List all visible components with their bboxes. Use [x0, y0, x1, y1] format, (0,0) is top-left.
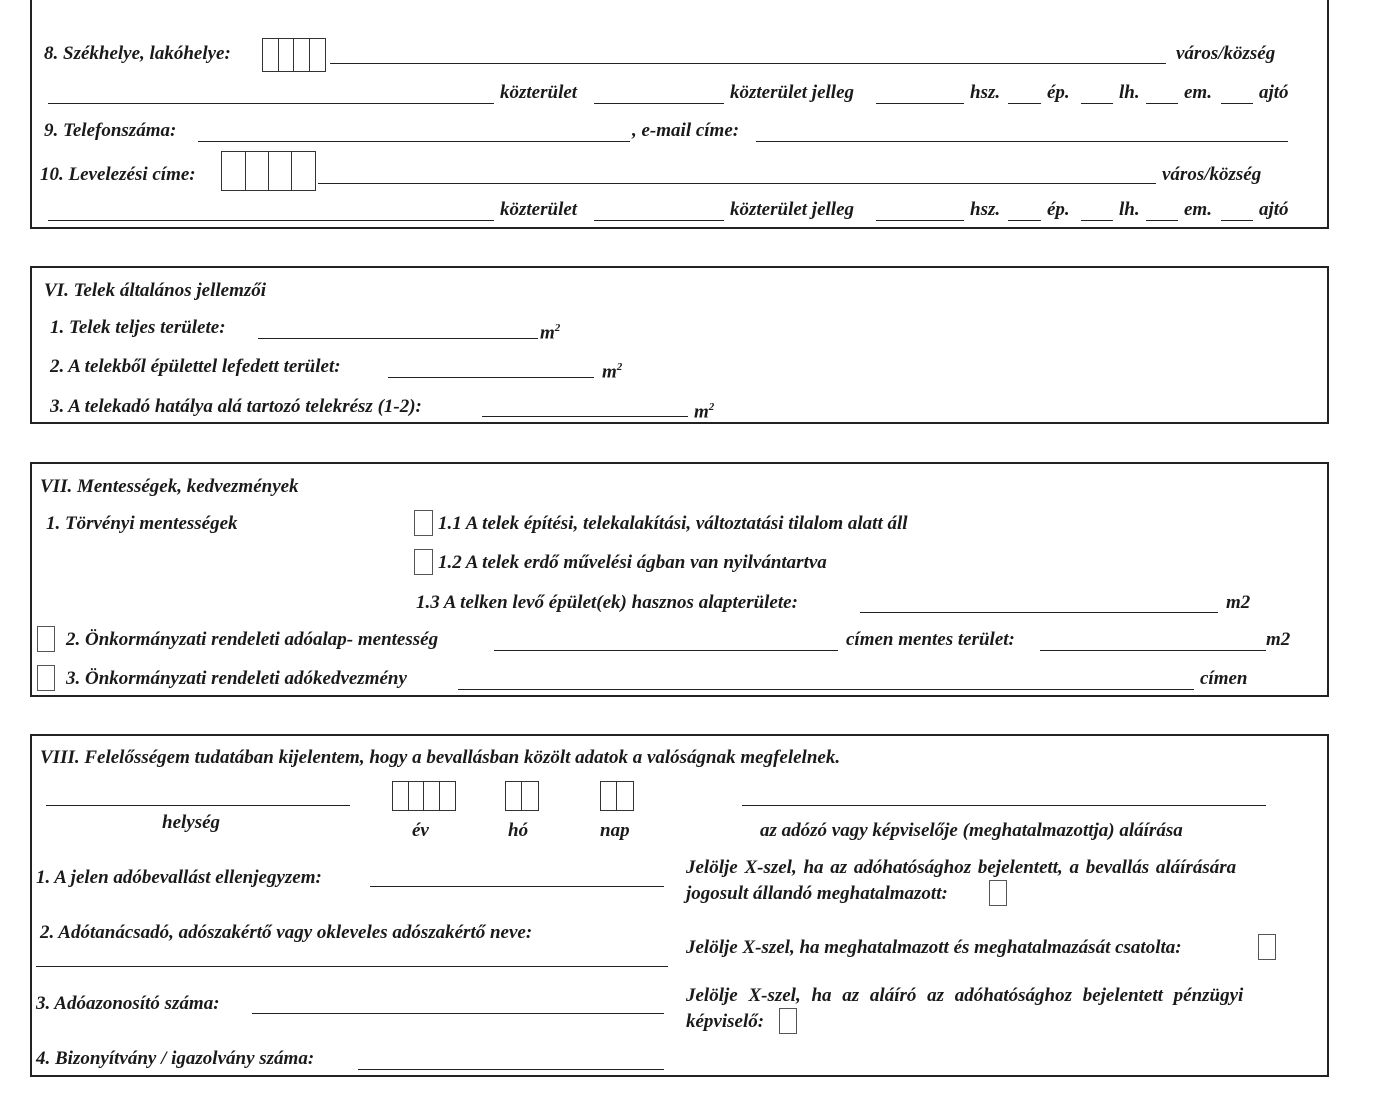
declaration-title: VIII. Felelősségem tudatában kijelentem, hogy a bevallásban közölt adatok a valóságnak megfelelnek.	[40, 747, 841, 768]
plot-total-area-line[interactable]	[258, 338, 538, 339]
phone-line[interactable]	[198, 141, 630, 142]
plot-covered-area-line[interactable]	[388, 377, 594, 378]
mailing-em-label: em.	[1184, 199, 1212, 220]
email-label: , e-mail címe:	[632, 120, 740, 141]
exemptions-section-title: VII. Mentességek, kedvezmények	[40, 476, 299, 497]
plot-taxable-area-unit: $m^2$	[694, 401, 715, 423]
seat-ep-label: ép.	[1047, 82, 1070, 103]
email-line[interactable]	[756, 141, 1288, 142]
mailing-lh-line[interactable]	[1081, 220, 1113, 221]
financial-rep-note-line1: Jelölje X-szel, ha az aláíró az adóhatósághoz bejelentett pénzügyi	[686, 985, 1244, 1006]
seat-ep-line[interactable]	[1008, 103, 1041, 104]
mailing-kozterulet-jelleg-label: közterület jelleg	[730, 199, 855, 220]
countersign-label: 1. A jelen adóbevallást ellenjegyzem:	[36, 867, 322, 888]
seat-ajto-line[interactable]	[1221, 103, 1253, 104]
mailing-kozterulet-type-line[interactable]	[594, 220, 724, 221]
mailing-street-line[interactable]	[48, 220, 494, 221]
local-tax-allowance-end: címen	[1200, 668, 1248, 689]
building-ban-label: 1.1 A telek építési, telekalakítási, változtatási tilalom alatt áll	[438, 513, 908, 534]
financial-rep-note-line2: képviselő:	[686, 1011, 765, 1032]
certificate-number-line[interactable]	[358, 1069, 664, 1070]
declaration-section	[30, 734, 1329, 1077]
seat-street-line[interactable]	[48, 103, 494, 104]
advisor-name-line[interactable]	[36, 966, 668, 967]
day-label: nap	[600, 820, 630, 841]
mailing-ajto-label: ajtó	[1259, 199, 1289, 220]
tax-id-line[interactable]	[252, 1013, 664, 1014]
mailing-city-line[interactable]	[318, 183, 1156, 184]
permanent-proxy-note-line2: jogosult állandó meghatalmazott:	[686, 883, 948, 904]
seat-kozterulet-type-line[interactable]	[594, 103, 724, 104]
place-line[interactable]	[46, 805, 350, 806]
plot-taxable-area-line[interactable]	[482, 416, 688, 417]
mailing-em-line[interactable]	[1146, 220, 1178, 221]
tax-id-label: 3. Adóazonosító száma:	[36, 993, 220, 1014]
seat-hsz-line[interactable]	[876, 103, 964, 104]
seat-em-line[interactable]	[1146, 103, 1178, 104]
seat-label: 8. Székhelye, lakóhelye:	[44, 43, 231, 64]
building-area-line[interactable]	[860, 612, 1218, 613]
local-base-exemption-line[interactable]	[494, 650, 838, 651]
certificate-number-label: 4. Bizonyítvány / igazolvány száma:	[36, 1048, 315, 1069]
countersign-line[interactable]	[370, 886, 664, 887]
seat-ajto-label: ajtó	[1259, 82, 1289, 103]
signature-label: az adózó vagy képviselője (meghatalmazottja) aláírása	[760, 820, 1183, 841]
seat-city-line[interactable]	[330, 63, 1166, 64]
building-area-label: 1.3 A telken levő épület(ek) hasznos alapterülete:	[416, 592, 798, 613]
seat-zip-cells[interactable]	[262, 38, 326, 72]
seat-lh-label: lh.	[1119, 82, 1140, 103]
seat-em-label: em.	[1184, 82, 1212, 103]
mailing-ajto-line[interactable]	[1221, 220, 1253, 221]
plot-covered-area-label: 2. A telekből épülettel lefedett terület:	[50, 356, 341, 377]
permanent-proxy-note-line1: Jelölje X-szel, ha az adóhatósághoz bejelentett, a bevallás aláírására	[686, 857, 1237, 878]
seat-kozterulet-label: közterület	[500, 82, 578, 103]
month-cells[interactable]	[505, 781, 539, 811]
seat-kozterulet-jelleg-label: közterület jelleg	[730, 82, 855, 103]
local-tax-allowance-line[interactable]	[458, 689, 1194, 690]
local-tax-allowance-checkbox[interactable]	[37, 665, 55, 691]
local-tax-allowance-label: 3. Önkormányzati rendeleti adókedvezmény	[66, 668, 407, 689]
statutory-exemptions-label: 1. Törvényi mentességek	[46, 513, 238, 534]
local-base-exemption-label: 2. Önkormányzati rendeleti adóalap- mentesség	[66, 629, 439, 650]
signature-line[interactable]	[742, 805, 1266, 806]
advisor-name-label: 2. Adótanácsadó, adószakértő vagy okleveles adószakértő neve:	[40, 922, 533, 943]
seat-hsz-label: hsz.	[970, 82, 1001, 103]
local-base-exemption-checkbox[interactable]	[37, 626, 55, 652]
seat-city-label: város/község	[1176, 43, 1276, 64]
exempt-area-line[interactable]	[1040, 650, 1266, 651]
mailing-city-label: város/község	[1162, 164, 1262, 185]
month-label: hó	[508, 820, 529, 841]
financial-rep-checkbox[interactable]	[779, 1008, 797, 1034]
exempt-area-unit: m2	[1266, 629, 1291, 650]
plot-total-area-unit: $m^2$	[540, 322, 561, 344]
mailing-ep-label: ép.	[1047, 199, 1070, 220]
year-cells[interactable]	[392, 781, 456, 811]
mailing-ep-line[interactable]	[1008, 220, 1041, 221]
seat-lh-line[interactable]	[1081, 103, 1113, 104]
exempt-area-label: címen mentes terület:	[846, 629, 1015, 650]
mailing-hsz-line[interactable]	[876, 220, 964, 221]
plot-covered-area-unit: $m^2$	[602, 361, 623, 383]
building-ban-checkbox[interactable]	[414, 510, 433, 536]
building-area-unit: m2	[1226, 592, 1251, 613]
plot-taxable-area-label: 3. A telekadó hatálya alá tartozó telekrész (1-2):	[50, 396, 422, 417]
phone-label: 9. Telefonszáma:	[44, 120, 177, 141]
address-section	[30, 0, 1329, 229]
forest-land-label: 1.2 A telek erdő művelési ágban van nyilvántartva	[438, 552, 827, 573]
permanent-proxy-checkbox[interactable]	[989, 880, 1007, 906]
day-cells[interactable]	[600, 781, 634, 811]
attached-proxy-checkbox[interactable]	[1258, 934, 1276, 960]
year-label: év	[412, 820, 429, 841]
mailing-hsz-label: hsz.	[970, 199, 1001, 220]
mailing-lh-label: lh.	[1119, 199, 1140, 220]
mailing-kozterulet-label: közterület	[500, 199, 578, 220]
attached-proxy-note: Jelölje X-szel, ha meghatalmazott és meghatalmazását csatolta:	[686, 937, 1182, 958]
place-label: helység	[162, 812, 221, 833]
mailing-zip-cells[interactable]	[221, 151, 316, 191]
plot-section-title: VI. Telek általános jellemzői	[44, 280, 267, 301]
forest-land-checkbox[interactable]	[414, 549, 433, 575]
mailing-label: 10. Levelezési címe:	[40, 164, 196, 185]
plot-total-area-label: 1. Telek teljes területe:	[50, 317, 226, 338]
